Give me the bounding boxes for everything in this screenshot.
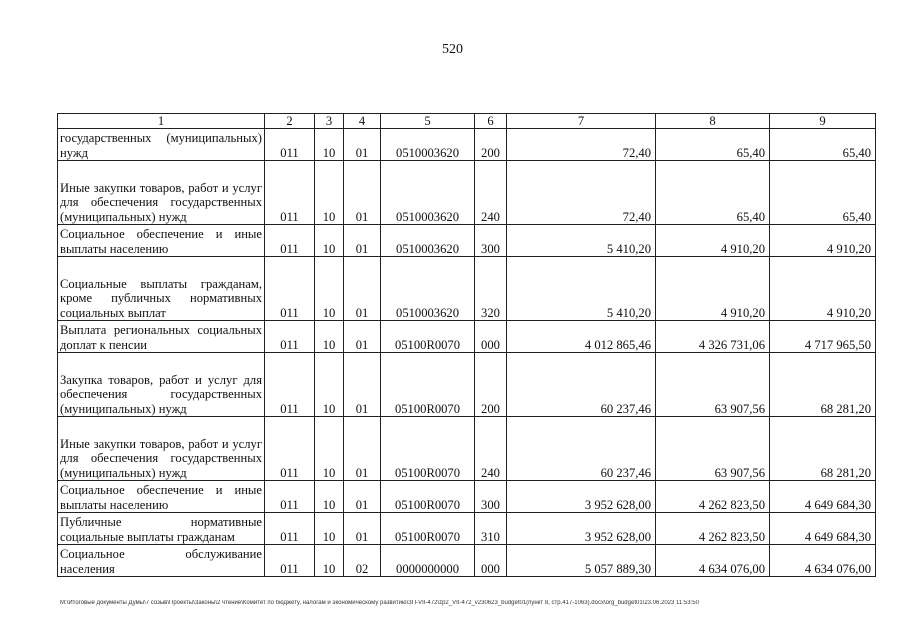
header-cell: 2 — [265, 114, 315, 129]
header-cell: 6 — [475, 114, 507, 129]
target-article-cell: 0510003620 — [381, 257, 475, 321]
section-cell: 10 — [315, 545, 344, 577]
section-cell: 10 — [315, 353, 344, 417]
amount-cell-9: 4 910,20 — [770, 225, 876, 257]
subsection-cell: 01 — [344, 417, 381, 481]
section-cell: 10 — [315, 225, 344, 257]
subsection-cell: 01 — [344, 161, 381, 225]
amount-cell-7: 72,40 — [507, 161, 656, 225]
amount-cell-8: 65,40 — [656, 129, 770, 161]
header-cell: 7 — [507, 114, 656, 129]
code-cell: 011 — [265, 321, 315, 353]
code-cell: 011 — [265, 129, 315, 161]
expense-type-cell: 300 — [475, 481, 507, 513]
amount-cell-8: 4 910,20 — [656, 257, 770, 321]
subsection-cell: 01 — [344, 321, 381, 353]
row-name-cell: Выплата региональных социальных доплат к пенсии — [58, 321, 265, 353]
table-row — [58, 321, 876, 353]
amount-cell-8: 4 262 823,50 — [656, 513, 770, 545]
expense-type-cell: 240 — [475, 417, 507, 481]
expense-type-cell: 320 — [475, 257, 507, 321]
target-article-cell: 0510003620 — [381, 225, 475, 257]
code-cell: 011 — [265, 513, 315, 545]
amount-cell-7: 60 237,46 — [507, 417, 656, 481]
header-cell: 1 — [58, 114, 265, 129]
subsection-cell: 02 — [344, 545, 381, 577]
row-name-cell: Социальное обеспечение и иные выплаты населению — [58, 481, 265, 513]
code-cell: 011 — [265, 545, 315, 577]
section-cell: 10 — [315, 321, 344, 353]
expense-type-cell: 000 — [475, 545, 507, 577]
section-cell: 10 — [315, 513, 344, 545]
table-row — [58, 225, 876, 257]
target-article-cell: 0510003620 — [381, 129, 475, 161]
amount-cell-9: 4 649 684,30 — [770, 481, 876, 513]
expense-type-cell: 240 — [475, 161, 507, 225]
subsection-cell: 01 — [344, 225, 381, 257]
amount-cell-8: 63 907,56 — [656, 353, 770, 417]
table-row — [58, 417, 876, 481]
expense-type-cell: 310 — [475, 513, 507, 545]
table-row — [58, 545, 876, 577]
expense-type-cell: 300 — [475, 225, 507, 257]
code-cell: 011 — [265, 417, 315, 481]
target-article-cell: 05100R0070 — [381, 353, 475, 417]
target-article-cell: 05100R0070 — [381, 321, 475, 353]
amount-cell-9: 4 634 076,00 — [770, 545, 876, 577]
amount-cell-7: 5 057 889,30 — [507, 545, 656, 577]
amount-cell-9: 4 649 684,30 — [770, 513, 876, 545]
section-cell: 10 — [315, 129, 344, 161]
row-name-cell: Социальное обеспечение и иные выплаты населению — [58, 225, 265, 257]
row-name-cell: Иные закупки товаров, работ и услуг для обеспечения государственных (муниципальных) нужд — [58, 417, 265, 481]
subsection-cell: 01 — [344, 513, 381, 545]
header-cell: 8 — [656, 114, 770, 129]
subsection-cell: 01 — [344, 257, 381, 321]
amount-cell-7: 4 012 865,46 — [507, 321, 656, 353]
table-row — [58, 481, 876, 513]
target-article-cell: 05100R0070 — [381, 417, 475, 481]
table-row — [58, 129, 876, 161]
amount-cell-7: 3 952 628,00 — [507, 513, 656, 545]
row-name-cell: Иные закупки товаров, работ и услуг для обеспечения государственных (муниципальных) нужд — [58, 161, 265, 225]
header-cell: 3 — [315, 114, 344, 129]
expense-type-cell: 000 — [475, 321, 507, 353]
code-cell: 011 — [265, 225, 315, 257]
target-article-cell: 0510003620 — [381, 161, 475, 225]
row-name-cell: Социальное обслуживание населения — [58, 545, 265, 577]
amount-cell-9: 65,40 — [770, 161, 876, 225]
subsection-cell: 01 — [344, 481, 381, 513]
amount-cell-8: 63 907,56 — [656, 417, 770, 481]
row-name-cell: государственных (муниципальных) нужд — [58, 129, 265, 161]
section-cell: 10 — [315, 481, 344, 513]
section-cell: 10 — [315, 257, 344, 321]
table-row — [58, 257, 876, 321]
table-row — [58, 513, 876, 545]
amount-cell-9: 68 281,20 — [770, 353, 876, 417]
header-cell: 4 — [344, 114, 381, 129]
table-row — [58, 161, 876, 225]
section-cell: 10 — [315, 161, 344, 225]
target-article-cell: 0000000000 — [381, 545, 475, 577]
amount-cell-7: 5 410,20 — [507, 257, 656, 321]
header-cell: 5 — [381, 114, 475, 129]
amount-cell-9: 4 717 965,50 — [770, 321, 876, 353]
row-name-cell: Социальные выплаты гражданам, кроме публичных нормативных социальных выплат — [58, 257, 265, 321]
amount-cell-9: 65,40 — [770, 129, 876, 161]
target-article-cell: 05100R0070 — [381, 513, 475, 545]
table-header-row — [58, 114, 876, 129]
code-cell: 011 — [265, 257, 315, 321]
amount-cell-9: 4 910,20 — [770, 257, 876, 321]
budget-table — [57, 113, 876, 577]
amount-cell-8: 65,40 — [656, 161, 770, 225]
amount-cell-7: 72,40 — [507, 129, 656, 161]
amount-cell-8: 4 326 731,06 — [656, 321, 770, 353]
row-name-cell: Публичные нормативные социальные выплаты гражданам — [58, 513, 265, 545]
file-path-footer: M:\Итоговые документы Думы\7 созыв\Проекты\Законы\2 чтение\Комитет по бюджету, налогам и экономическому развитию\ЗП-VII-472\zp2_VII-472_v230623_budget01(пункт 8, стр.417-1063).docx\org_budget01\23.06.2023 11:53:50 — [60, 600, 699, 606]
amount-cell-8: 4 634 076,00 — [656, 545, 770, 577]
expense-type-cell: 200 — [475, 129, 507, 161]
target-article-cell: 05100R0070 — [381, 481, 475, 513]
expense-type-cell: 200 — [475, 353, 507, 417]
amount-cell-7: 3 952 628,00 — [507, 481, 656, 513]
subsection-cell: 01 — [344, 353, 381, 417]
code-cell: 011 — [265, 161, 315, 225]
subsection-cell: 01 — [344, 129, 381, 161]
amount-cell-9: 68 281,20 — [770, 417, 876, 481]
row-name-cell: Закупка товаров, работ и услуг для обеспечения государственных (муниципальных) нужд — [58, 353, 265, 417]
header-cell: 9 — [770, 114, 876, 129]
amount-cell-8: 4 910,20 — [656, 225, 770, 257]
code-cell: 011 — [265, 481, 315, 513]
section-cell: 10 — [315, 417, 344, 481]
amount-cell-8: 4 262 823,50 — [656, 481, 770, 513]
amount-cell-7: 5 410,20 — [507, 225, 656, 257]
table-row — [58, 353, 876, 417]
amount-cell-7: 60 237,46 — [507, 353, 656, 417]
page-number: 520 — [442, 42, 463, 57]
code-cell: 011 — [265, 353, 315, 417]
